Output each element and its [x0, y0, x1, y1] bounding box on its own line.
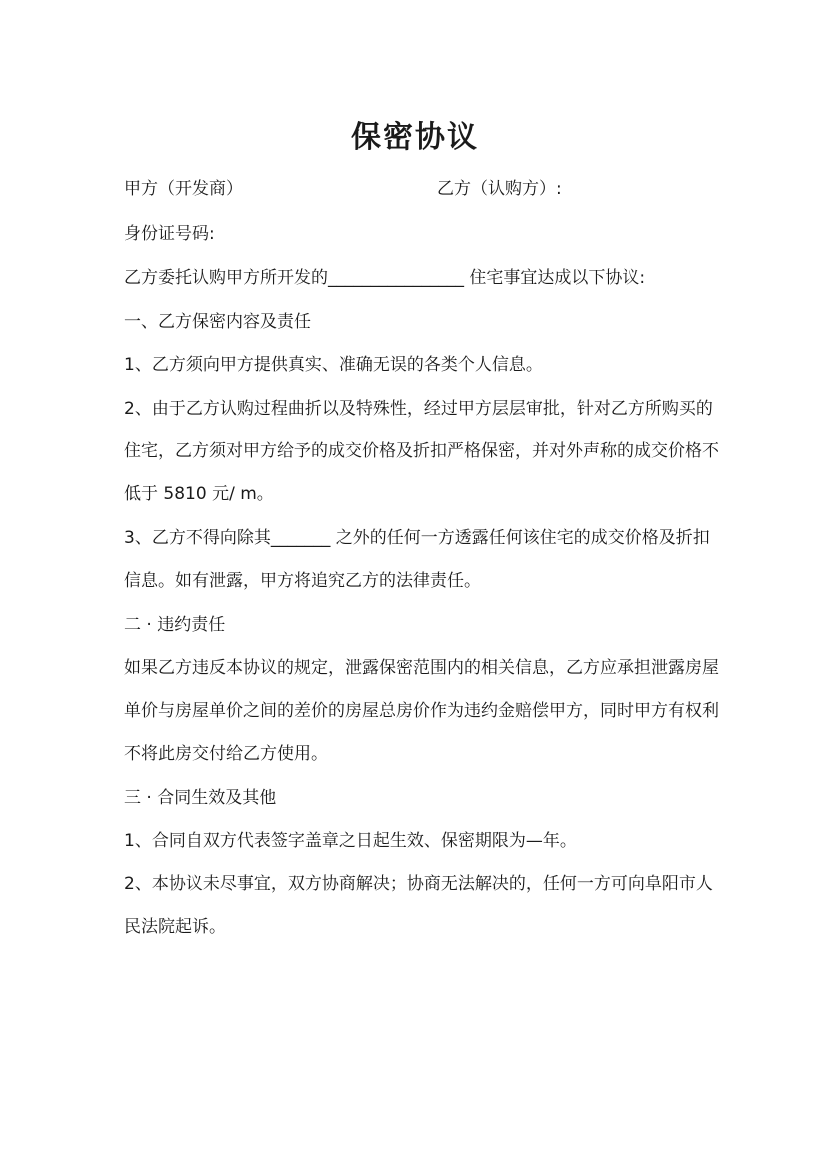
- section1-item3-line1: 3、乙方不得向除其_______ 之外的任何一方透露任何该住宅的成交价格及折扣: [124, 528, 710, 548]
- section3-item2-line2: 民法院起诉。: [124, 917, 226, 937]
- section2-line1: 如果乙方违反本协议的规定，泄露保密范围内的相关信息，乙方应承担泄露房屋: [124, 658, 719, 678]
- section1-item2-line3: 低于 5810 元/ m。: [124, 484, 274, 504]
- section2-line2: 单价与房屋单价之间的差价的房屋总房价作为违约金赔偿甲方，同时甲方有权利: [124, 701, 719, 721]
- party-b-label: 乙方（认购方）:: [437, 179, 562, 199]
- section1-item2-line1: 2、由于乙方认购过程曲折以及特殊性，经过甲方层层审批，针对乙方所购买的: [124, 399, 713, 419]
- document-title: 保密协议: [351, 120, 479, 155]
- section3-item2-line1: 2、本协议未尽事宜，双方协商解决；协商无法解决的，任何一方可向阜阳市人: [124, 874, 713, 894]
- section1-heading: 一、乙方保密内容及责任: [124, 312, 311, 332]
- section1-item2-line2: 住宅，乙方须对甲方给予的成交价格及折扣严格保密，并对外声称的成交价格不: [124, 441, 719, 461]
- section1-item3-line2: 信息。如有泄露，甲方将追究乙方的法律责任。: [124, 571, 481, 591]
- section2-line3: 不将此房交付给乙方使用。: [124, 744, 328, 764]
- section1-item1: 1、乙方须向甲方提供真实、准确无误的各类个人信息。: [124, 355, 543, 375]
- section3-item1: 1、合同自双方代表签字盖章之日起生效、保密期限为—年。: [124, 831, 577, 851]
- id-number-label: 身份证号码:: [124, 224, 215, 244]
- section3-heading: 三 · 合同生效及其他: [124, 788, 277, 808]
- intro-paragraph: 乙方委托认购甲方所开发的________________ 住宅事宜达成以下协议:: [124, 268, 646, 288]
- section2-heading: 二 · 违约责任: [124, 615, 226, 635]
- party-a-label: 甲方（开发商）: [124, 179, 243, 199]
